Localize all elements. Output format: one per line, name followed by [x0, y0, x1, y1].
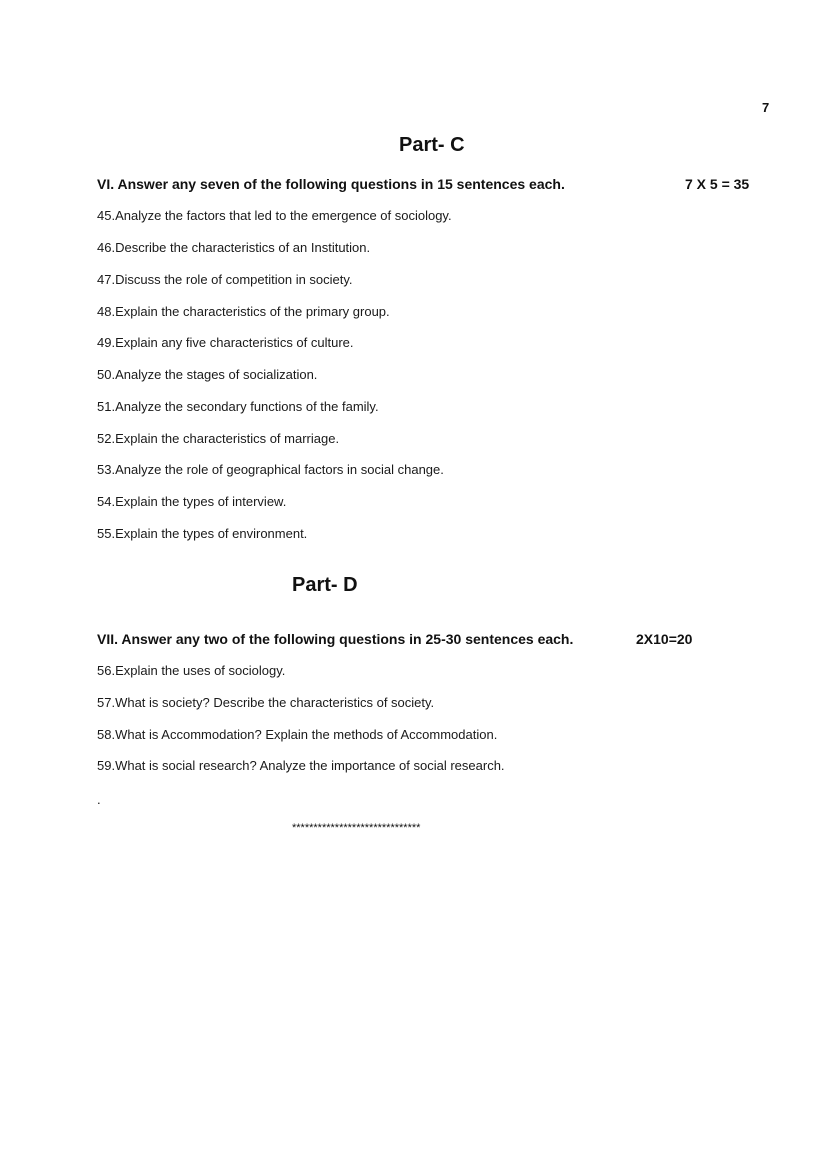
question-48: 48.Explain the characteristics of the primary group.: [97, 304, 390, 319]
question-54: 54.Explain the types of interview.: [97, 494, 287, 509]
question-53: 53.Analyze the role of geographical factors in social change.: [97, 462, 444, 477]
question-45: 45.Analyze the factors that led to the emergence of sociology.: [97, 208, 452, 223]
part-d-instruction: VII. Answer any two of the following questions in 25-30 sentences each.: [97, 631, 574, 647]
part-d-marks: 2X10=20: [636, 631, 693, 647]
question-49: 49.Explain any five characteristics of culture.: [97, 335, 354, 350]
end-of-paper-marker: ******************************: [292, 822, 421, 834]
part-c-marks: 7 X 5 = 35: [685, 176, 750, 192]
question-47: 47.Discuss the role of competition in society.: [97, 272, 353, 287]
part-c-instruction: VI. Answer any seven of the following questions in 15 sentences each.: [97, 176, 565, 192]
question-55: 55.Explain the types of environment.: [97, 526, 308, 541]
part-d-title: Part- D: [292, 574, 358, 596]
part-c-title: Part- C: [399, 134, 465, 156]
question-52: 52.Explain the characteristics of marriage.: [97, 431, 340, 446]
trailing-dot: .: [97, 792, 101, 807]
question-58: 58.What is Accommodation? Explain the methods of Accommodation.: [97, 727, 498, 742]
question-56: 56.Explain the uses of sociology.: [97, 663, 286, 678]
question-59: 59.What is social research? Analyze the importance of social research.: [97, 758, 505, 773]
page-number: 7: [762, 100, 770, 115]
question-50: 50.Analyze the stages of socialization.: [97, 367, 318, 382]
question-57: 57.What is society? Describe the characteristics of society.: [97, 695, 435, 710]
question-51: 51.Analyze the secondary functions of the family.: [97, 399, 379, 414]
question-46: 46.Describe the characteristics of an Institution.: [97, 240, 371, 255]
